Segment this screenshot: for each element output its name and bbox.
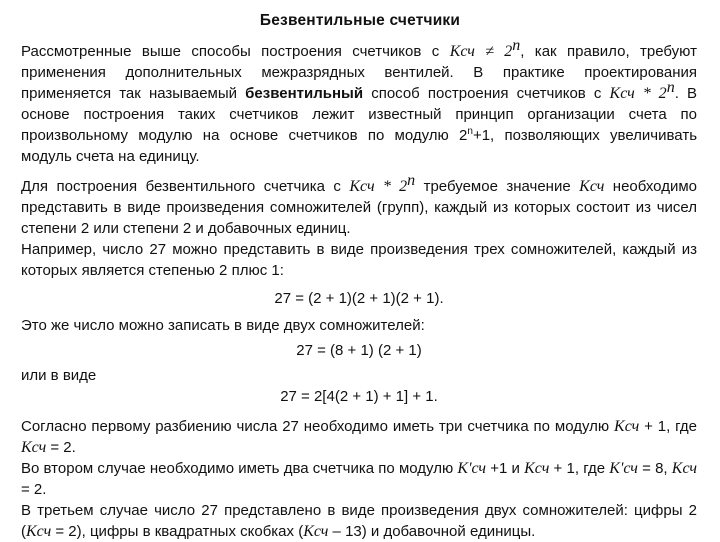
- bold-term: безвентильный: [245, 85, 364, 102]
- math-kcch: Kсч: [579, 178, 605, 195]
- math-kcch-prime: K'сч: [609, 460, 638, 477]
- math-kcch: Kсч: [614, 418, 640, 435]
- text-run: = 8,: [637, 460, 672, 477]
- math-exponent: n: [512, 37, 521, 54]
- math-kcch: Kсч: [26, 523, 52, 540]
- math-kcch: Kсч: [21, 439, 47, 456]
- paragraph-case-two: [21, 458, 697, 500]
- paragraph-or: или в виде: [21, 367, 97, 384]
- paragraph-two-factors: Это же число можно записать в виде двух сомножителей:: [21, 317, 425, 334]
- text-run: . В основе построения таких счетчиков лежит известный принцип организации счета по произвольному модулю на основе счетчиков по модулю 2: [21, 85, 697, 144]
- math-exponent: n: [666, 79, 675, 96]
- text-run: – 13) и добавочной единицы.: [328, 523, 536, 540]
- math-kcch: Kсч * 2: [349, 178, 408, 195]
- math-exponent: n: [467, 126, 473, 137]
- text-run: требуемое значение: [415, 178, 580, 195]
- math-kcch: Kсч ≠ 2: [449, 43, 513, 60]
- text-run: Согласно первому разбиению числа 27 необходимо иметь три счетчика по модулю: [21, 418, 615, 435]
- math-kcch: Kсч * 2: [609, 85, 667, 102]
- page-title: Безвентильные счетчики: [259, 12, 461, 29]
- math-kcch: Kсч: [303, 523, 329, 540]
- paragraph-example: Например, число 27 можно представить в виде произведения трех сомножителей, каждый из которых является степенью 2 плюс 1:: [21, 241, 697, 279]
- text-run: +1 и: [486, 460, 525, 477]
- text-run: Рассмотренные выше способы построения счетчиков с: [21, 43, 450, 60]
- text-run: = 2.: [46, 439, 76, 456]
- paragraph-intro: [21, 37, 698, 167]
- text-run: необходимо представить в виде произведения сомножителей (групп), каждый из которых состоит из чисел степени 2 или степени 2 и добавочных единиц.: [21, 178, 697, 237]
- formula-three-factors: 27 = (2 + 1)(2 + 1)(2 + 1).: [274, 290, 444, 307]
- text-run: Во втором случае необходимо иметь два счетчика по модулю: [21, 460, 458, 477]
- math-kcch-prime: K'сч: [457, 460, 487, 477]
- text-run: +1, позволяющих увеличивать модуль счета на единицу.: [21, 127, 698, 165]
- text-run: , как правило, требуют применения дополнительных межразрядных вентилей. В практике проектирования применяется так называемый: [21, 43, 697, 102]
- formula-nested: 27 = 2[4(2 + 1) + 1] + 1.: [280, 388, 438, 405]
- text-run: способ построения счетчиков с: [363, 85, 610, 102]
- math-exponent: n: [407, 172, 416, 189]
- math-kcch: Kсч: [524, 460, 550, 477]
- math-kcch: Kсч: [671, 460, 697, 477]
- formula-two-factors: 27 = (8 + 1) (2 + 1): [296, 342, 422, 359]
- text-run: = 2.: [21, 481, 47, 498]
- text-run: Для построения безвентильного счетчика с: [21, 178, 350, 195]
- text-run: + 1, где: [639, 418, 697, 435]
- paragraph-case-one: [21, 416, 697, 458]
- paragraph-case-three: [21, 500, 697, 542]
- paragraph-method: [21, 172, 697, 239]
- text-run: В третьем случае число 27 представлено в виде произведения двух сомножителей: цифры 2 (: [21, 502, 697, 540]
- document-body: [21, 37, 698, 542]
- text-run: + 1, где: [549, 460, 610, 477]
- text-run: = 2), цифры в квадратных скобках (: [51, 523, 304, 540]
